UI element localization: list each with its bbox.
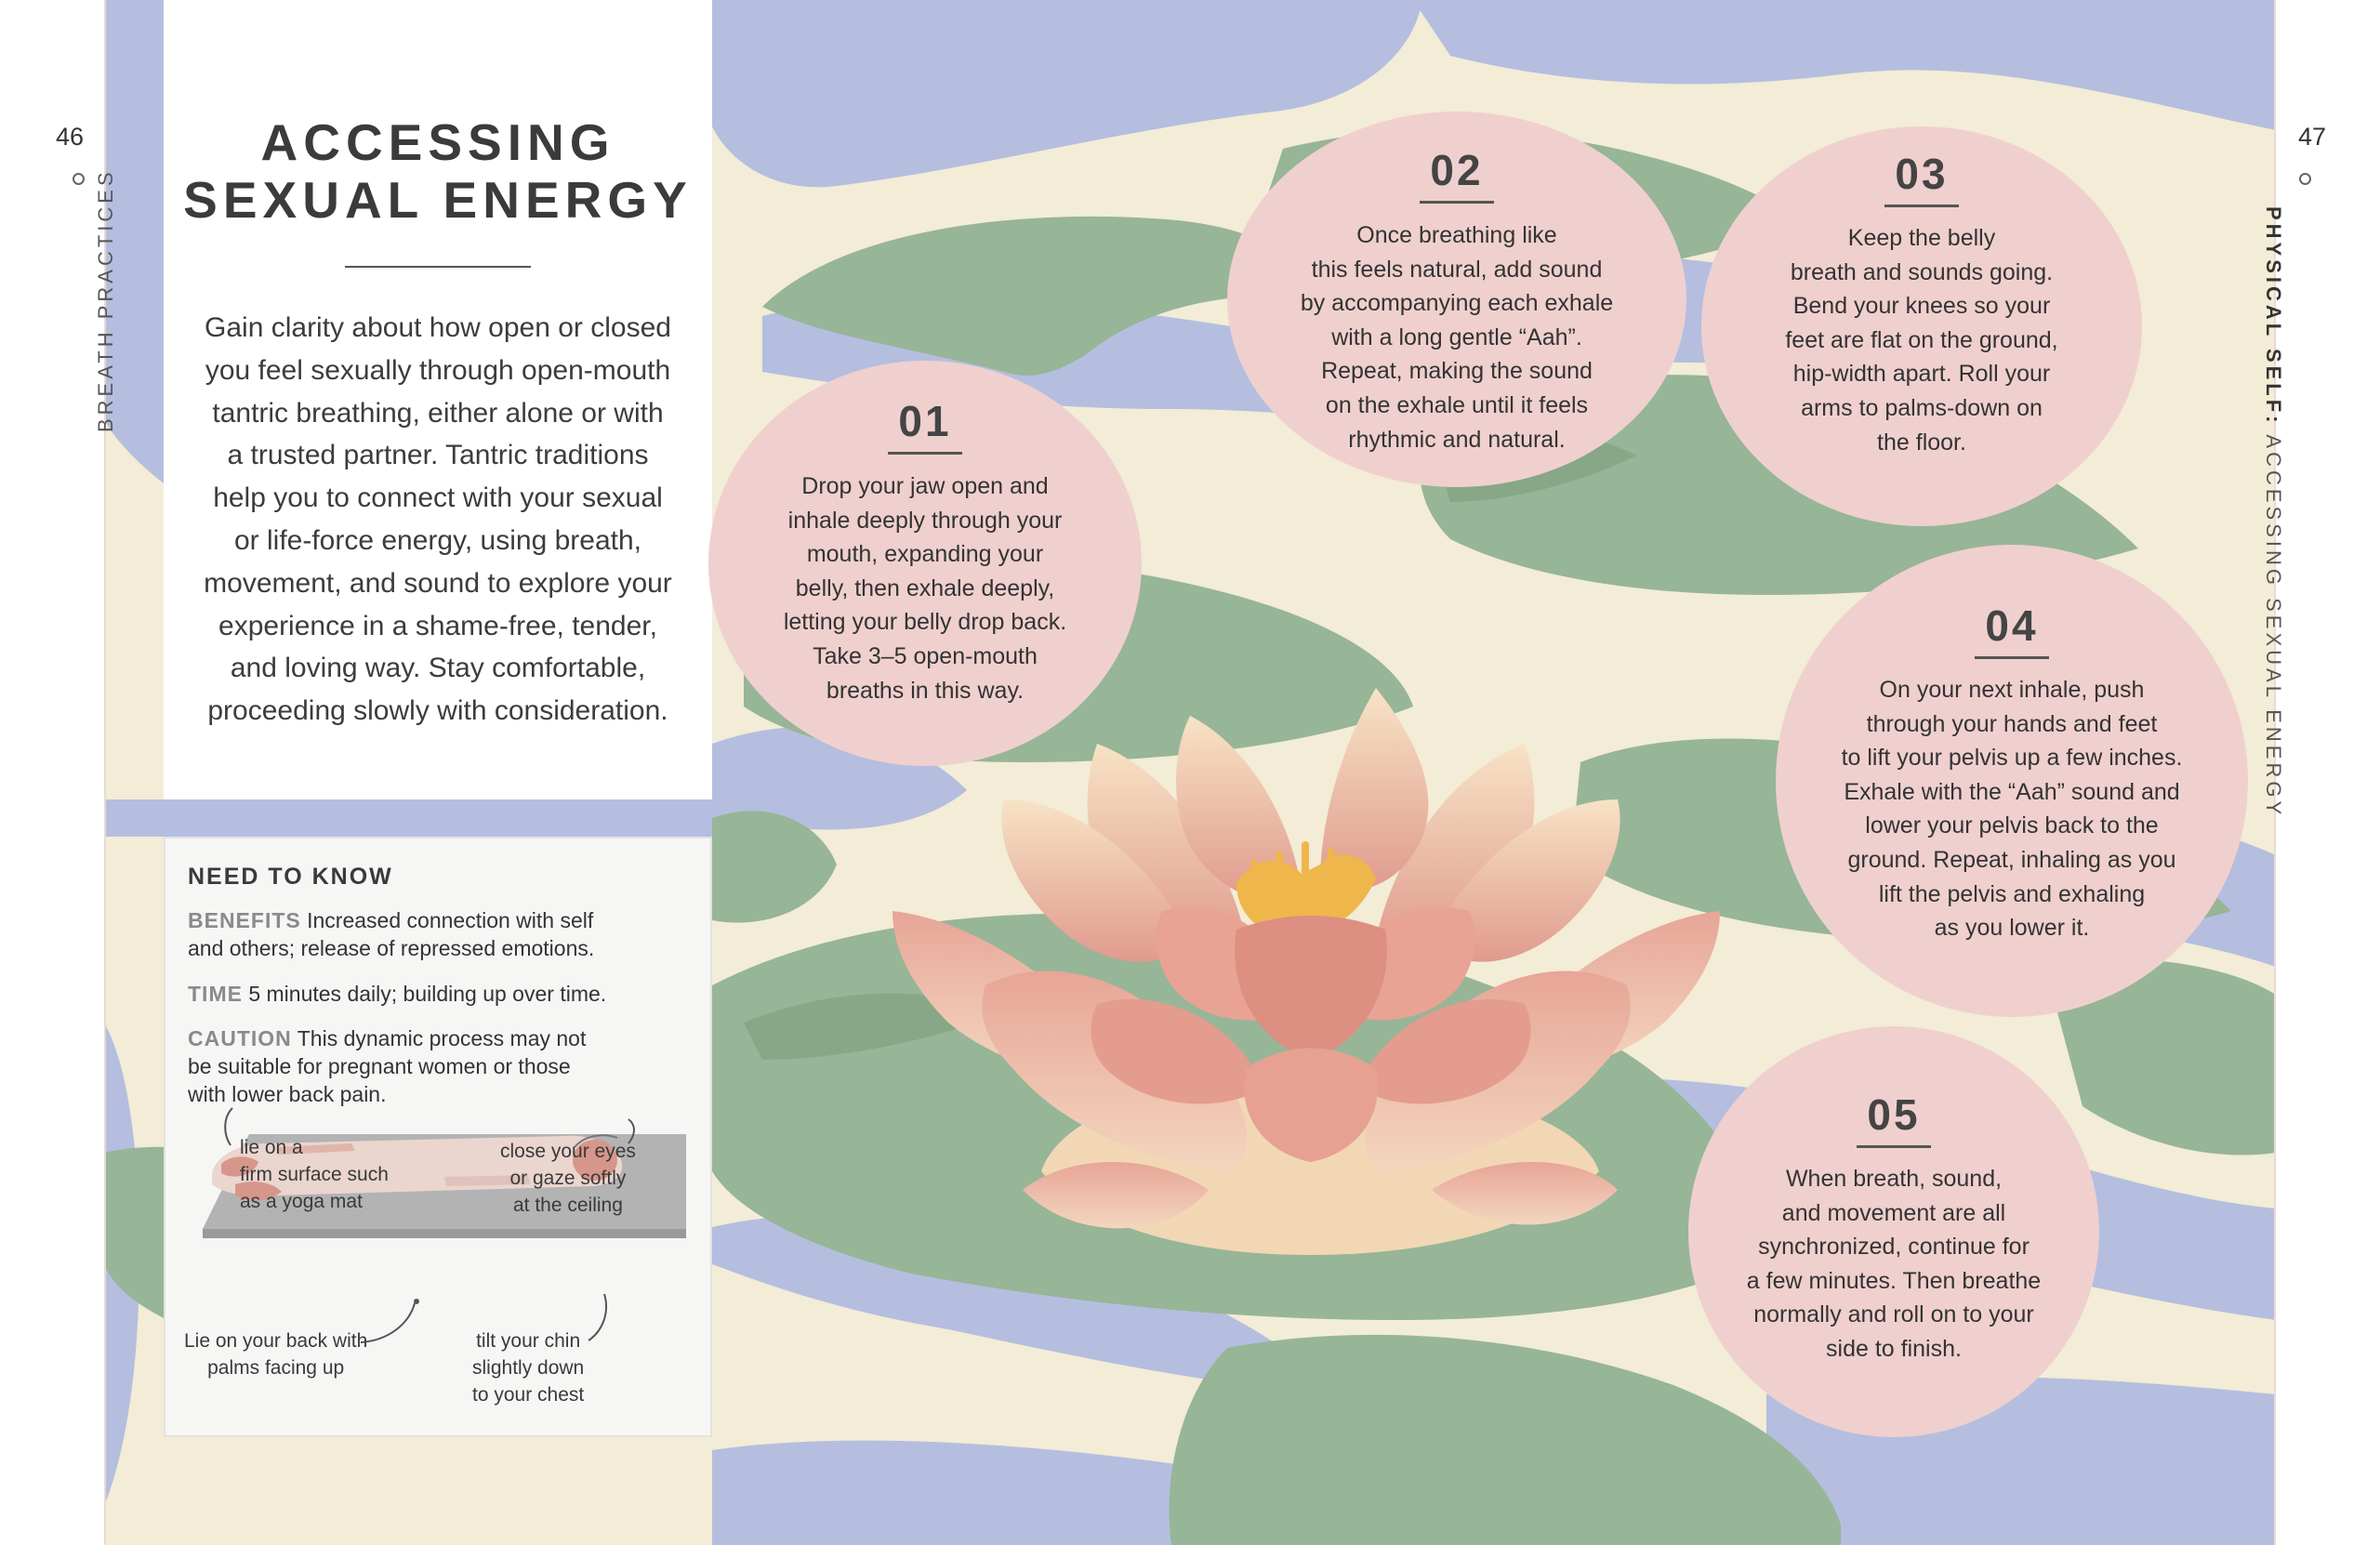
step-line: a few minutes. Then breathe — [1746, 1267, 2042, 1294]
step-line: by accompanying each exhale — [1300, 290, 1614, 317]
running-head-topic: ACCESSING SEXUAL ENERGY — [2262, 426, 2285, 819]
need-to-know-heading: NEED TO KNOW — [188, 864, 393, 890]
step-03-circle — [1701, 126, 2142, 526]
page-number-right: 47 — [2297, 123, 2326, 151]
running-head-right — [2261, 206, 2285, 818]
step-02-circle — [1227, 112, 1686, 487]
intro-line: you feel sexually through open-mouth — [205, 354, 671, 386]
benefits-label: BENEFITS — [188, 908, 301, 932]
step-line: on the exhale until it feels — [1325, 391, 1589, 418]
intro-line: experience in a shame-free, tender, — [218, 610, 657, 641]
step-line: inhale deeply through your — [787, 507, 1063, 534]
step-line: lower your pelvis back to the — [1865, 812, 2159, 839]
time-label: TIME — [188, 982, 243, 1006]
caution-line: be suitable for pregnant women or those — [188, 1054, 571, 1078]
step-number: 05 — [1867, 1090, 1921, 1139]
intro-line: movement, and sound to explore your — [204, 567, 672, 599]
step-line: as you lower it. — [1934, 915, 2090, 942]
caution-line: with lower back pain. — [188, 1082, 387, 1106]
running-head-section: PHYSICAL SELF: — [2262, 206, 2285, 427]
need-to-know-box — [164, 837, 712, 1437]
running-head-left: BREATH PRACTICES — [94, 168, 117, 432]
step-number: 03 — [1895, 150, 1949, 198]
intro-line: a trusted partner. Tantric traditions — [227, 440, 649, 471]
step-divider — [1857, 1145, 1931, 1148]
intro-paragraph — [190, 307, 686, 733]
callout-eyes — [500, 1138, 636, 1219]
step-line: normally and roll on to your — [1753, 1301, 2034, 1328]
step-line: lift the pelvis and exhaling — [1878, 880, 2146, 907]
callout-line: firm surface such — [240, 1164, 389, 1185]
step-line: Once breathing like — [1356, 222, 1557, 248]
callout-line: palms facing up — [207, 1357, 345, 1379]
step-divider — [1420, 201, 1494, 204]
step-line: to lift your pelvis up a few inches. — [1841, 745, 2183, 772]
intro-line: Gain clarity about how open or closed — [205, 312, 671, 343]
title-divider — [345, 266, 531, 268]
step-number: 01 — [898, 397, 952, 445]
step-line: side to finish. — [1826, 1335, 1962, 1362]
step-divider — [1884, 205, 1959, 207]
callout-surface — [240, 1134, 389, 1215]
step-number: 04 — [1985, 601, 2039, 650]
caution-line: This dynamic process may not — [291, 1026, 587, 1050]
step-line: When breath, sound, — [1785, 1166, 2003, 1192]
step-line: mouth, expanding your — [806, 541, 1044, 568]
callout-line: lie on a — [240, 1137, 303, 1158]
callout-line: close your eyes — [500, 1141, 636, 1162]
step-number: 02 — [1430, 146, 1484, 194]
intro-line: and loving way. Stay comfortable, — [230, 653, 646, 684]
intro-line: tantric breathing, either alone or with — [212, 397, 664, 429]
step-05-circle — [1688, 1026, 2099, 1437]
time-value: 5 minutes daily; building up over time. — [242, 982, 607, 1006]
step-text — [708, 469, 1142, 707]
page-title — [164, 113, 712, 229]
step-line: Drop your jaw open and — [801, 473, 1049, 499]
step-line: and movement are all — [1781, 1199, 2006, 1226]
step-line: the floor. — [1877, 429, 1966, 456]
step-line: through your hands and feet — [1866, 710, 2158, 737]
callout-chin — [472, 1327, 584, 1408]
callout-line: tilt your chin — [476, 1330, 581, 1352]
callout-line: as a yoga mat — [240, 1191, 363, 1212]
step-line: Take 3–5 open-mouth — [813, 642, 1038, 669]
step-line: Keep the belly — [1847, 225, 1996, 251]
step-line: synchronized, continue for — [1758, 1234, 2030, 1261]
title-line-1: ACCESSING — [260, 113, 615, 171]
callout-line: or gaze softly — [509, 1168, 627, 1189]
step-line: breath and sounds going. — [1790, 258, 2054, 285]
page-number-left: 46 — [56, 123, 85, 151]
callout-line: at the ceiling — [512, 1195, 623, 1216]
step-text — [1227, 218, 1686, 456]
title-panel — [164, 0, 712, 799]
left-page-margin — [0, 0, 106, 1545]
step-line: Bend your knees so your — [1792, 293, 2051, 320]
step-text — [1776, 673, 2248, 945]
caution-label: CAUTION — [188, 1026, 292, 1050]
step-divider — [1975, 656, 2049, 659]
intro-line: help you to connect with your sexual — [213, 482, 663, 514]
step-text — [1688, 1162, 2099, 1367]
callout-line: slightly down — [472, 1357, 585, 1379]
step-line: with a long gentle “Aah”. — [1331, 324, 1582, 350]
step-04-circle — [1776, 545, 2248, 1017]
callout-back — [184, 1327, 367, 1381]
step-line: Exhale with the “Aah” sound and — [1844, 778, 2180, 805]
step-line: hip-width apart. Roll your — [1792, 361, 2051, 388]
callout-line: Lie on your back with — [184, 1330, 368, 1352]
step-line: arms to palms-down on — [1801, 394, 2043, 421]
title-line-2: SEXUAL ENERGY — [183, 171, 693, 229]
right-page-margin — [2274, 0, 2380, 1545]
step-divider — [888, 452, 962, 455]
step-line: Repeat, making the sound — [1321, 358, 1593, 385]
step-line: belly, then exhale deeply, — [795, 574, 1055, 601]
intro-line: proceeding slowly with consideration. — [207, 695, 668, 727]
folio-dot-icon — [73, 173, 85, 185]
intro-line: or life-force energy, using breath, — [233, 524, 641, 556]
step-line: breaths in this way. — [826, 677, 1025, 704]
step-line: feet are flat on the ground, — [1785, 326, 2058, 353]
benefits-line: Increased connection with self — [300, 908, 594, 932]
step-text — [1701, 221, 2142, 459]
folio-dot-icon — [2299, 173, 2311, 185]
callout-line: to your chest — [472, 1384, 585, 1406]
step-line: letting your belly drop back. — [783, 609, 1067, 636]
benefits-line: and others; release of repressed emotions. — [188, 936, 595, 960]
step-line: ground. Repeat, inhaling as you — [1847, 846, 2176, 873]
step-line: On your next inhale, push — [1879, 677, 2145, 703]
step-line: rhythmic and natural. — [1348, 426, 1566, 453]
step-01-circle — [708, 361, 1142, 766]
step-line: this feels natural, add sound — [1311, 256, 1603, 283]
